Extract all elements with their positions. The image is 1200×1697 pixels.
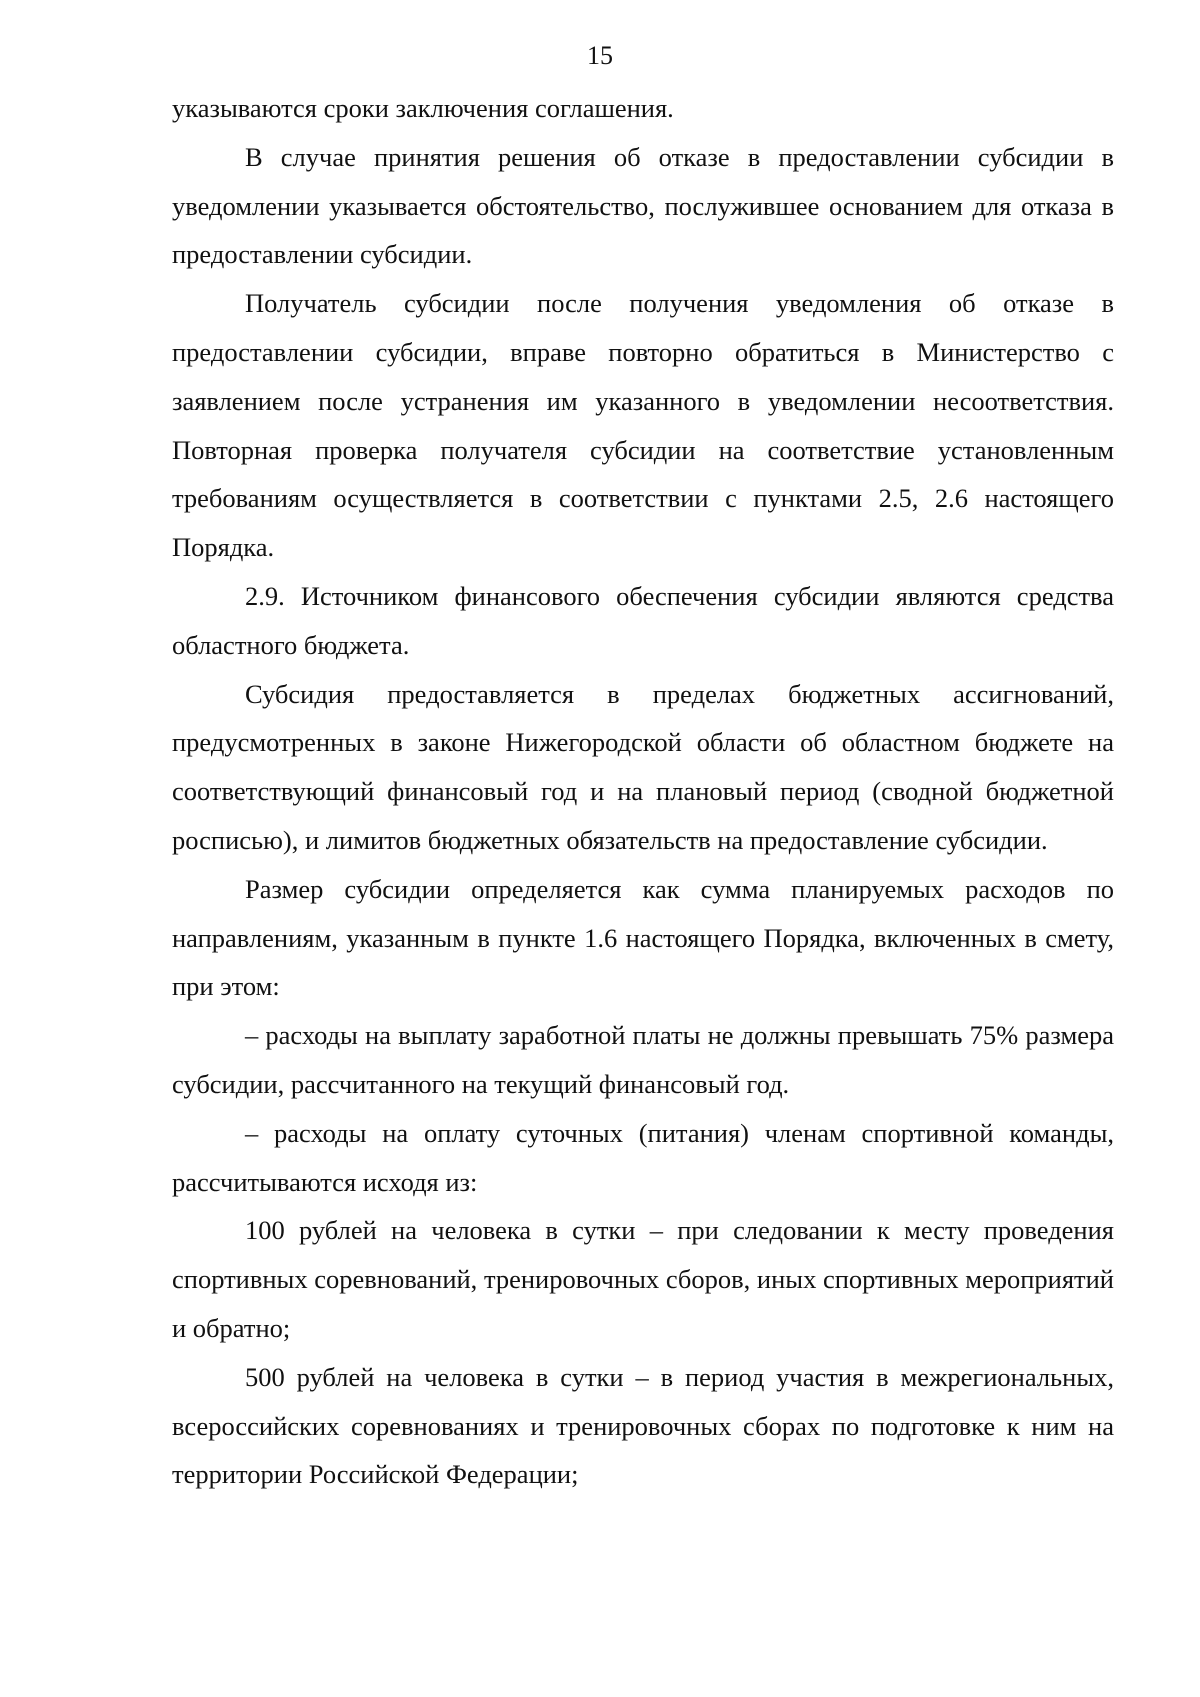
paragraph: указываются сроки заключения соглашения. [172,93,674,123]
page-number: 15 [587,41,613,70]
paragraph: Размер субсидии определяется как сумма планируемых расходов по направлениям, указанным в пункте 1.6 настоящего Порядка, включенных в смету, при этом: [172,873,1114,1002]
paragraph: – расходы на оплату суточных (питания) членам спортивной команды, рассчитываются исходя из: [172,1117,1114,1197]
paragraph: 500 рублей на человека в сутки – в период участия в межрегиональных, всероссийских соревнованиях и тренировочных сборах по подготовке к ним на территории Российской Федерации; [172,1361,1114,1490]
paragraph: Субсидия предоставляется в пределах бюджетных ассигнований, предусмотренных в законе Нижегородской области об областном бюджете на соответствующий финансовый год и на плановый период (сводной бюджетной росписью), и лимитов бюджетных обязательств на предоставление субсидии. [172,678,1114,855]
paragraph: – расходы на выплату заработной платы не должны превышать 75% размера субсидии, рассчитанного на текущий финансовый год. [172,1020,1114,1099]
paragraph: 2.9. Источником финансового обеспечения субсидии являются средства областного бюджета. [172,580,1114,660]
paragraph: 100 рублей на человека в сутки – при следовании к месту проведения спортивных соревнований, тренировочных сборов, иных спортивных мероприятий и обратно; [172,1215,1114,1343]
paragraph: В случае принятия решения об отказе в предоставлении субсидии в уведомлении указывается обстоятельство, послужившее основанием для отказа в предоставлении субсидии. [172,141,1114,270]
document-body [172,84,1114,1499]
paragraph: Получатель субсидии после получения уведомления об отказе в предоставлении субсидии, вправе повторно обратиться в Министерство с заявлением после устранения им указанного в уведомлении несоответствия. Повторная проверка получателя субсидии на соответствие установленным требованиям осуществляется в соответствии с пунктами 2.5, 2.6 настоящего Порядка. [172,288,1114,563]
